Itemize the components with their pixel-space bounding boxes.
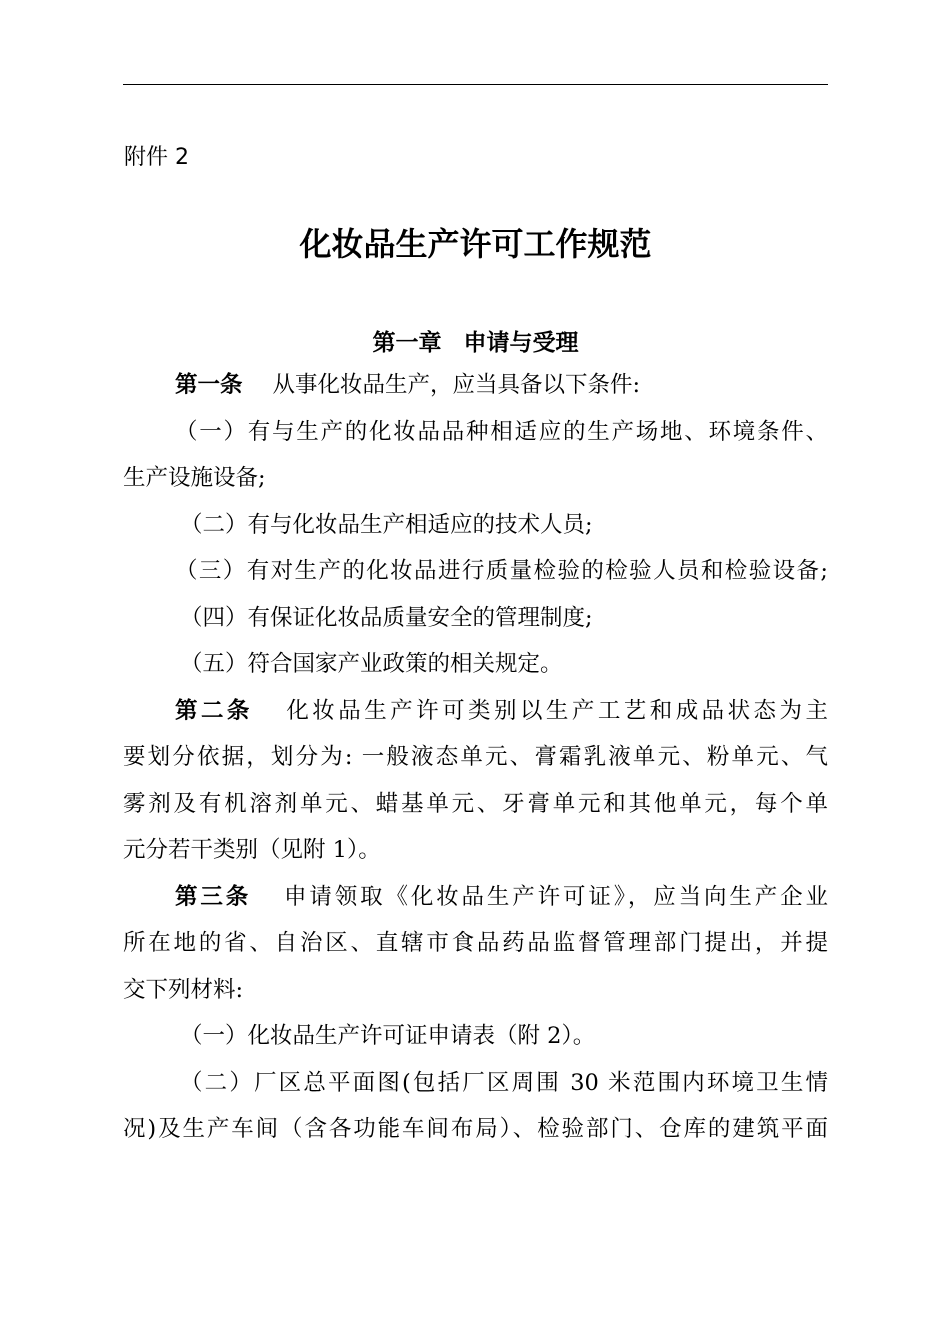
article-2-line-1 xyxy=(123,688,828,735)
attachment-label: 附件 2 xyxy=(124,145,189,170)
article-3-item-2-line-1: （二）厂区总平面图(包括厂区周围 30 米范围内环境卫生情 xyxy=(180,1069,828,1096)
article-3-line-3: 交下列材料: xyxy=(123,976,244,1003)
article-1-item-3: （三）有对生产的化妆品进行质量检验的检验人员和检验设备; xyxy=(175,558,828,584)
article-2-line-4: 元分若干类别（见附 1）。 xyxy=(123,837,381,863)
article-3-line-1 xyxy=(123,874,828,921)
chapter-name: 申请与受理 xyxy=(463,329,579,356)
document-title: 化妆品生产许可工作规范 xyxy=(299,225,652,263)
article-3-item-1: （一）化妆品生产许可证申请表（附 2）。 xyxy=(180,1023,596,1049)
chapter-number: 第一章 xyxy=(372,329,442,356)
document-body xyxy=(123,362,828,1153)
article-3-text-1: 申请领取《化妆品生产许可证》，应当向生产企业 xyxy=(281,883,828,910)
article-2-line-3: 雾剂及有机溶剂单元、蜡基单元、牙膏单元和其他单元，每个单 xyxy=(123,790,828,817)
article-1-item-4: （四）有保证化妆品质量安全的管理制度; xyxy=(180,604,593,631)
article-1-item-2: （二）有与化妆品生产相适应的技术人员; xyxy=(180,511,593,538)
article-2-label: 第二条 xyxy=(175,697,253,724)
article-1-label: 第一条 xyxy=(175,372,243,398)
article-1-item-1-line-1: （一）有与生产的化妆品品种相适应的生产场地、环境条件、 xyxy=(175,418,828,445)
article-3-item-2-line-2: 况)及生产车间（含各功能车间布局）、检验部门、仓库的建筑平面 xyxy=(123,1116,828,1142)
article-1-item-5: （五）符合国家产业政策的相关规定。 xyxy=(180,651,563,677)
chapter-heading xyxy=(123,324,828,362)
article-3-label: 第三条 xyxy=(175,883,252,910)
article-2-text-1: 化妆品生产许可类别以生产工艺和成品状态为主 xyxy=(282,697,828,724)
article-1-intro: 从事化妆品生产，应当具备以下条件: xyxy=(272,372,641,398)
article-3-line-2: 所在地的省、自治区、直辖市食品药品监督管理部门提出，并提 xyxy=(123,930,828,956)
article-2-line-2: 要划分依据，划分为: 一般液态单元、膏霜乳液单元、粉单元、气 xyxy=(123,744,828,770)
header-rule xyxy=(123,84,828,85)
article-1-item-1-line-2: 生产设施设备; xyxy=(123,465,266,491)
article-1-intro-line xyxy=(123,362,828,409)
